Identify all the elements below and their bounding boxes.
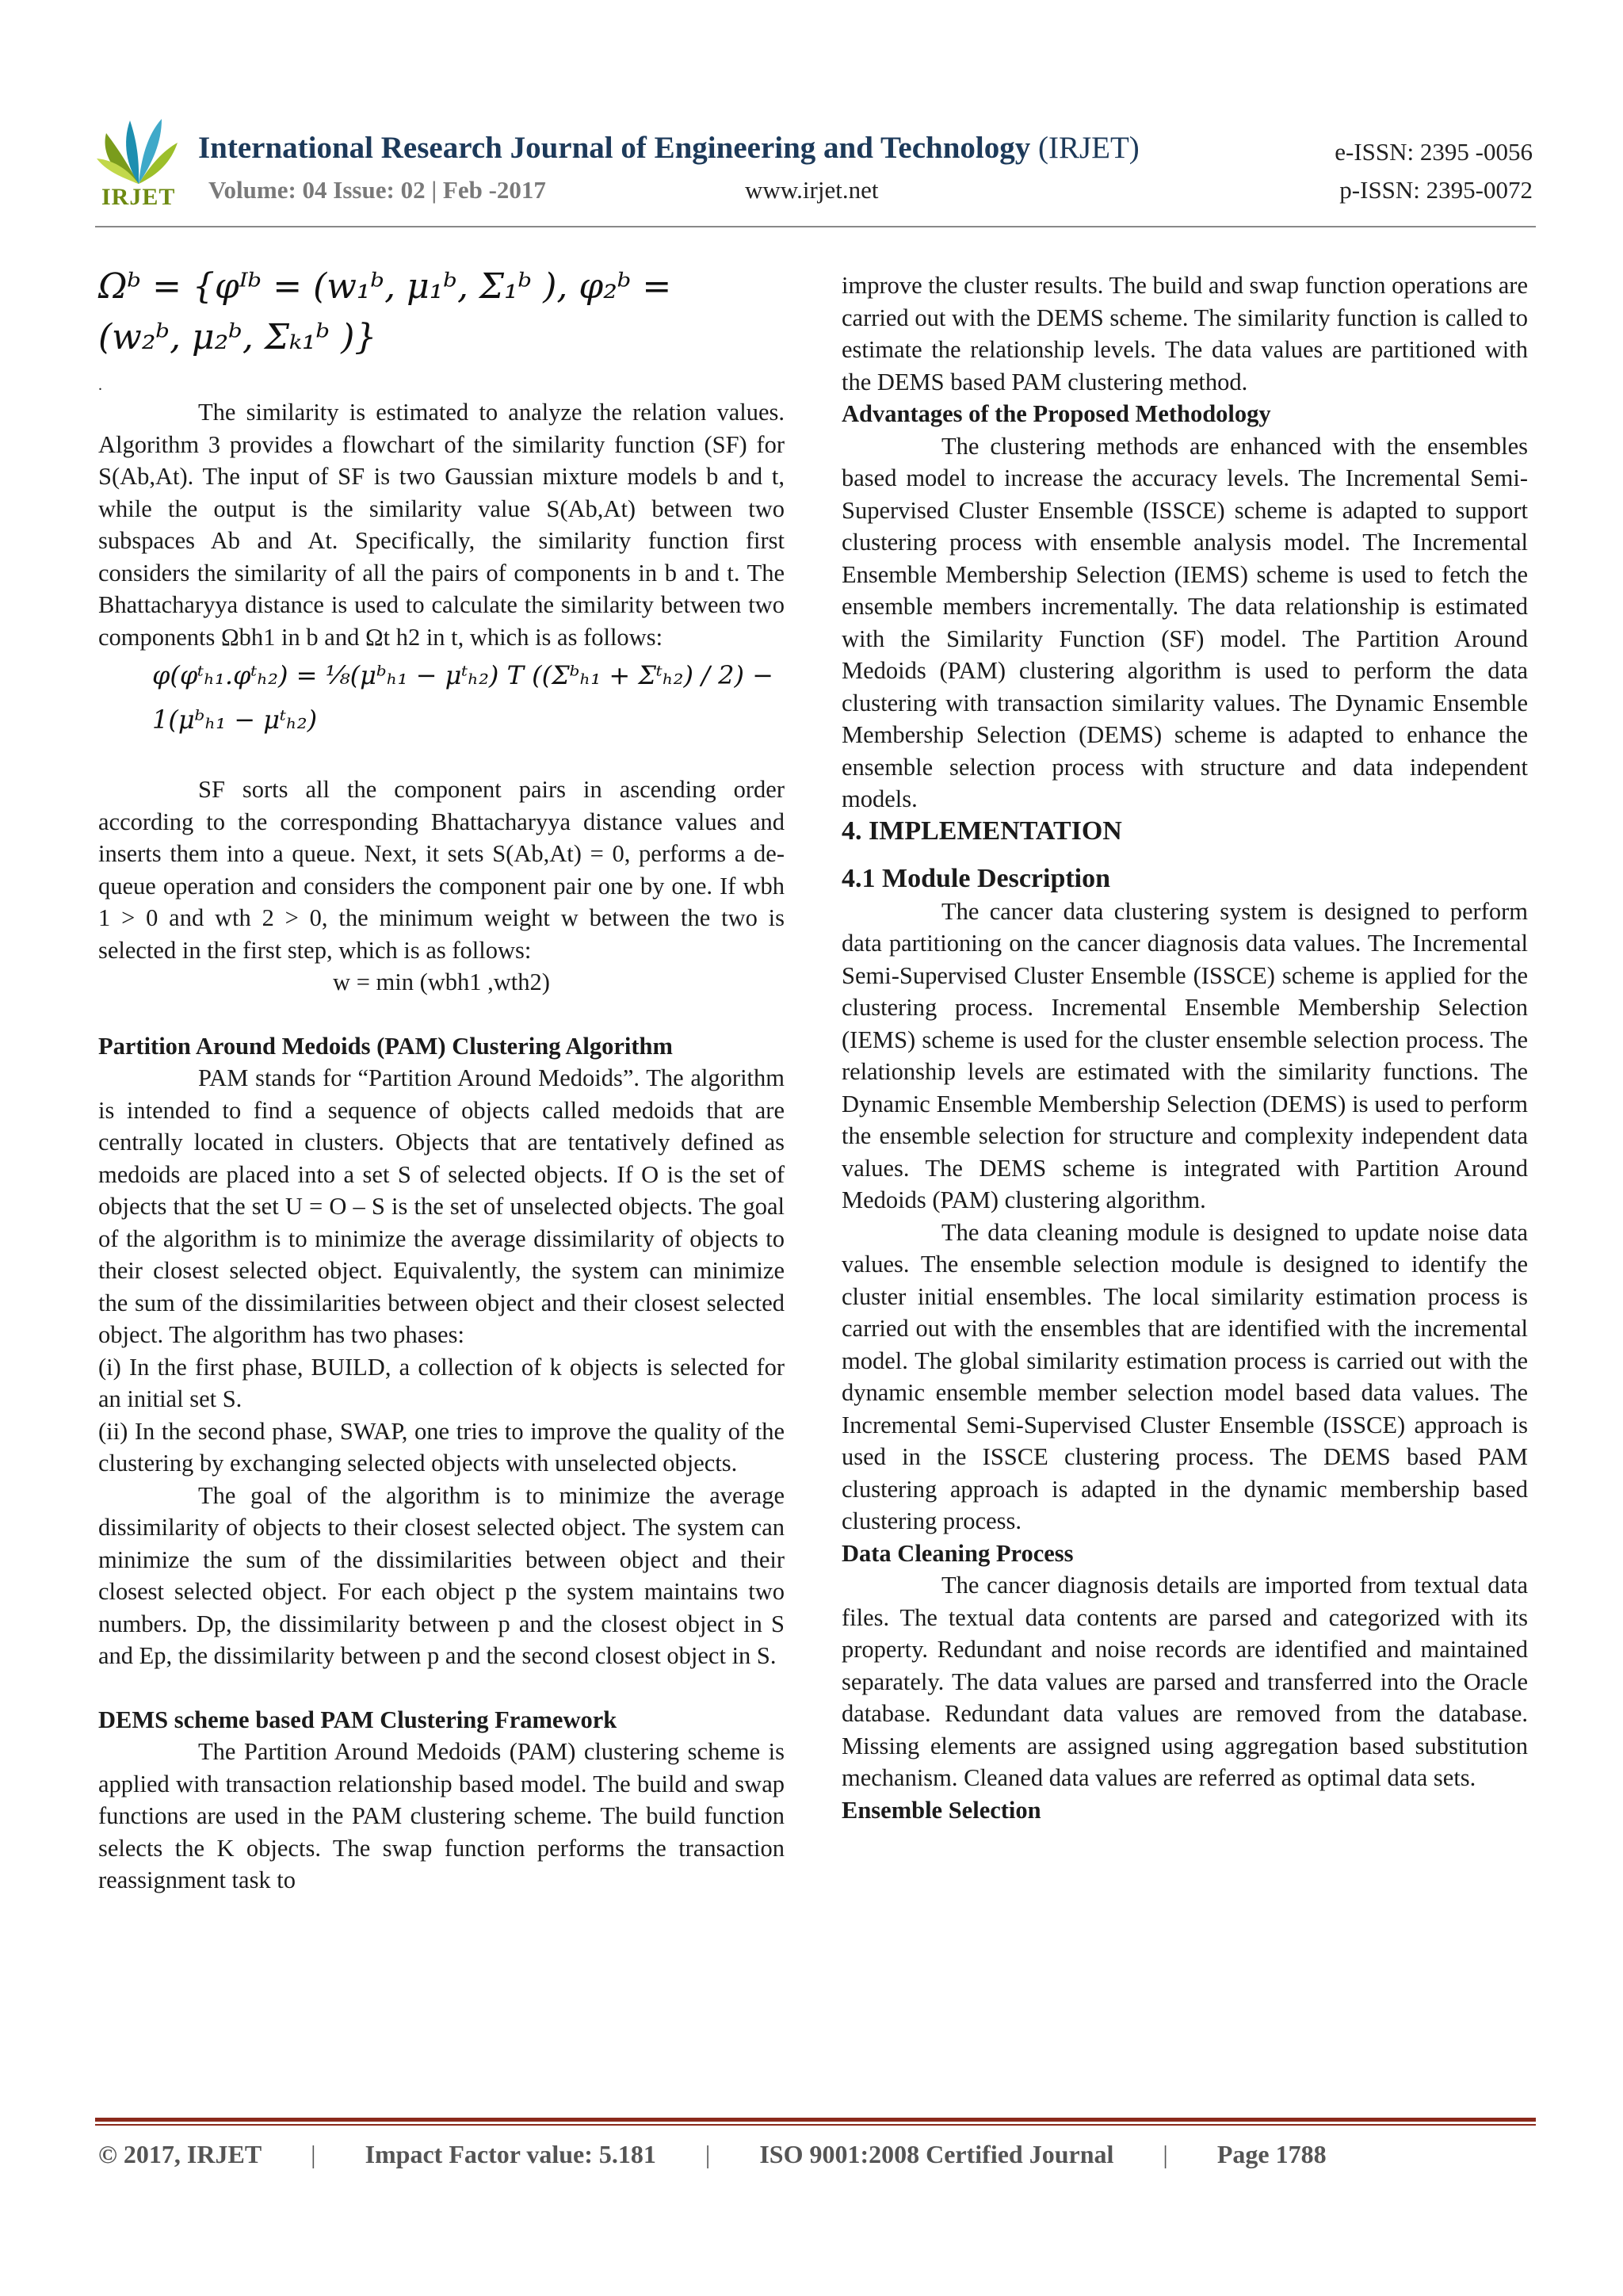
pam-phase-swap: (ii) In the second phase, SWAP, one tries to improve the quality of the clustering by exchanging selected objects with unselected objects. — [98, 1417, 785, 1477]
pam-phase-build: (i) In the first phase, BUILD, a collection of k objects is selected for an initial set S. — [98, 1353, 785, 1412]
footer-iso: ISO 9001:2008 Certified Journal — [759, 2140, 1114, 2168]
module-description-heading: 4.1 Module Description — [842, 864, 1111, 893]
footer-rule-thick — [95, 2118, 1536, 2122]
pam-paragraph: PAM stands for “Partition Around Medoids”. The algorithm is intended to find a sequence of objects called medoids that are centrally located in clusters. Objects that are tentatively defined as medoids are placed into a set S of selected objects. If O is the set of objects that the set U = O – S is the set of unselected objects. The goal of the algorithm is to minimize the average dissimilarity of objects to their closest selected object. Equivalently, the system can minimize the sum of the dissimilarities between object and their closest selected object. The algorithm has two phases: — [98, 1064, 785, 1348]
phi-equation-line2: 1(μᵇₕ₁ − μᵗₕ₂) — [152, 705, 318, 735]
journal-abbr: (IRJET) — [1037, 131, 1140, 165]
omega-equation-line1: Ωᵇ = {φᴵᵇ = (w₁ᵇ, μ₁ᵇ, Σ₁ᵇ ), φ₂ᵇ = — [98, 266, 672, 307]
dems-heading: DEMS scheme based PAM Clustering Framework — [98, 1706, 617, 1733]
logo-text: IRJET — [101, 184, 176, 210]
sf-sorting-paragraph: SF sorts all the component pairs in ascending order according to the corresponding Bhattacharyya distance values and inserts them into a queue. Next, it sets S(Ab,At) = 0, performs a de-queue operation and considers the component pair one by one. If wbh 1 > 0 and wth 2 > 0, the minimum weight w between the two is selected in the first step, which is as follows: — [98, 776, 785, 964]
footer-copyright: © 2017, IRJET — [98, 2140, 262, 2168]
min-weight-equation: w = min (wbh1 ,wth2) — [333, 968, 550, 995]
volume-issue: Volume: 04 Issue: 02 | Feb -2017 — [208, 176, 546, 204]
dems-paragraph: The Partition Around Medoids (PAM) clustering scheme is applied with transaction relationship based model. The build and swap functions are used in the PAM clustering scheme. The build function selects the K objects. The swap function performs the transaction reassignment task to — [98, 1738, 785, 1893]
pissn: p-ISSN: 2395-0072 — [1339, 176, 1533, 204]
data-cleaning-heading: Data Cleaning Process — [842, 1539, 1074, 1567]
footer-separator: | — [1163, 2140, 1168, 2168]
cluster-results-paragraph: improve the cluster results. The build and swap function operations are carried out with the DEMS scheme. The similarity function is called to estimate the relationship levels. The data values are partitioned with the DEMS based PAM clustering method. — [842, 272, 1528, 395]
pam-heading: Partition Around Medoids (PAM) Clustering Algorithm — [98, 1032, 673, 1060]
omega-equation — [98, 262, 785, 363]
advantages-heading: Advantages of the Proposed Methodology — [842, 400, 1271, 427]
module-paragraph-1: The cancer data clustering system is designed to perform data partitioning on the cancer diagnosis data values. The Incremental Semi-Supervised Cluster Ensemble (ISSCE) scheme is applied for the clustering process. Incremental Ensemble Membership Selection (IEMS) scheme is used for the cluster ensemble selection process. The relationship levels are estimated with the similarity functions. The Dynamic Ensemble Membership Selection (DEMS) is used to perform the ensemble selection for structure and complexity independent data values. The DEMS scheme is integrated with Partition Around Medoids (PAM) clustering algorithm. — [842, 897, 1528, 1213]
footer-rule-thin — [95, 2124, 1536, 2126]
phi-equation — [98, 653, 785, 742]
header-divider — [95, 226, 1536, 227]
omega-equation-line2: (w₂ᵇ, μ₂ᵇ, Σₖ₁ᵇ )} — [98, 317, 377, 357]
data-cleaning-paragraph: The cancer diagnosis details are imported from textual data files. The textual data contents are parsed and categorized with its property. Redundant and noise records are identified and maintained separately. The data values are parsed and transferred into the Oracle database. Redundant data values are removed from the database. Missing elements are assigned using aggregation based substitution mechanism. Cleaned data values are referred as optimal data sets. — [842, 1572, 1528, 1791]
footer-separator: | — [311, 2140, 316, 2168]
journal-name: International Research Journal of Engineering and Technology — [198, 131, 1031, 165]
page-header — [95, 111, 1533, 222]
similarity-paragraph: The similarity is estimated to analyze the relation values. Algorithm 3 provides a flowchart of the similarity function (SF) for S(Ab,At). The input of SF is two Gaussian mixture models b and t, while the output is the similarity value S(Ab,At) between two subspaces Ab and At. Specifically, the similarity function first considers the similarity of all the pairs of components in b and t. The Bhattacharyya distance is used to calculate the similarity between two components Ωbh1 in b and Ωt h2 in t, which is as follows: — [98, 399, 785, 651]
module-paragraph-2: The data cleaning module is designed to update noise data values. The ensemble selection module is designed to identify the cluster initial ensembles. The local similarity estimation process is carried out with the ensembles that are identified with the incremental model. The global similarity estimation process is carried out with the dynamic ensemble member selection model based data values. The Incremental Semi-Supervised Cluster Ensemble (ISSCE) approach is used in the ISSCE clustering process. The DEMS based PAM clustering approach is adapted in the dynamic membership based clustering process. — [842, 1218, 1528, 1534]
stray-dot: . — [98, 376, 102, 394]
left-column — [98, 262, 785, 1897]
pam-goal-paragraph: The goal of the algorithm is to minimize the average dissimilarity of objects to their closest selected object. The system can minimize the sum of the dissimilarities between object and their closest selected object. For each object p the system maintains two numbers. Dp, the dissimilarity between p and the closest object in S and Ep, the dissimilarity between p and the second closest object in S. — [98, 1481, 785, 1669]
website-link[interactable]: www.irjet.net — [745, 176, 879, 204]
footer-page-number: Page 1788 — [1216, 2140, 1327, 2168]
page-footer — [98, 2140, 1327, 2169]
advantages-paragraph: The clustering methods are enhanced with the ensembles based model to increase the accuracy levels. The Incremental Semi-Supervised Cluster Ensemble (ISSCE) scheme is adapted to support clustering process with ensemble analysis model. The Incremental Ensemble Membership Selection (IEMS) scheme is used to fetch the ensemble members incrementally. The data relationship is estimated with the Similarity Function (SF) model. The Partition Around Medoids (PAM) clustering algorithm is used to perform the data clustering with transaction similarity values. The Dynamic Ensemble Membership Selection (DEMS) scheme is adapted to enhance the ensemble selection process with structure and data independent models. — [842, 432, 1528, 812]
irjet-logo — [95, 111, 182, 214]
ensemble-selection-heading: Ensemble Selection — [842, 1796, 1041, 1824]
irjet-logo-icon — [95, 111, 182, 190]
journal-title — [198, 130, 1140, 166]
footer-impact-factor: Impact Factor value: 5.181 — [365, 2140, 656, 2168]
footer-separator: | — [705, 2140, 711, 2168]
right-column — [842, 269, 1528, 1826]
phi-equation-line1: φ(φᵗₕ₁.φᵗₕ₂) = ⅛(μᵇₕ₁ − μᵗₕ₂) T ((Σᵇₕ₁ + Σᵗₕ₂) / 2) − — [152, 660, 773, 690]
implementation-heading: 4. IMPLEMENTATION — [842, 816, 1122, 846]
eissn: e-ISSN: 2395 -0056 — [1335, 138, 1533, 166]
